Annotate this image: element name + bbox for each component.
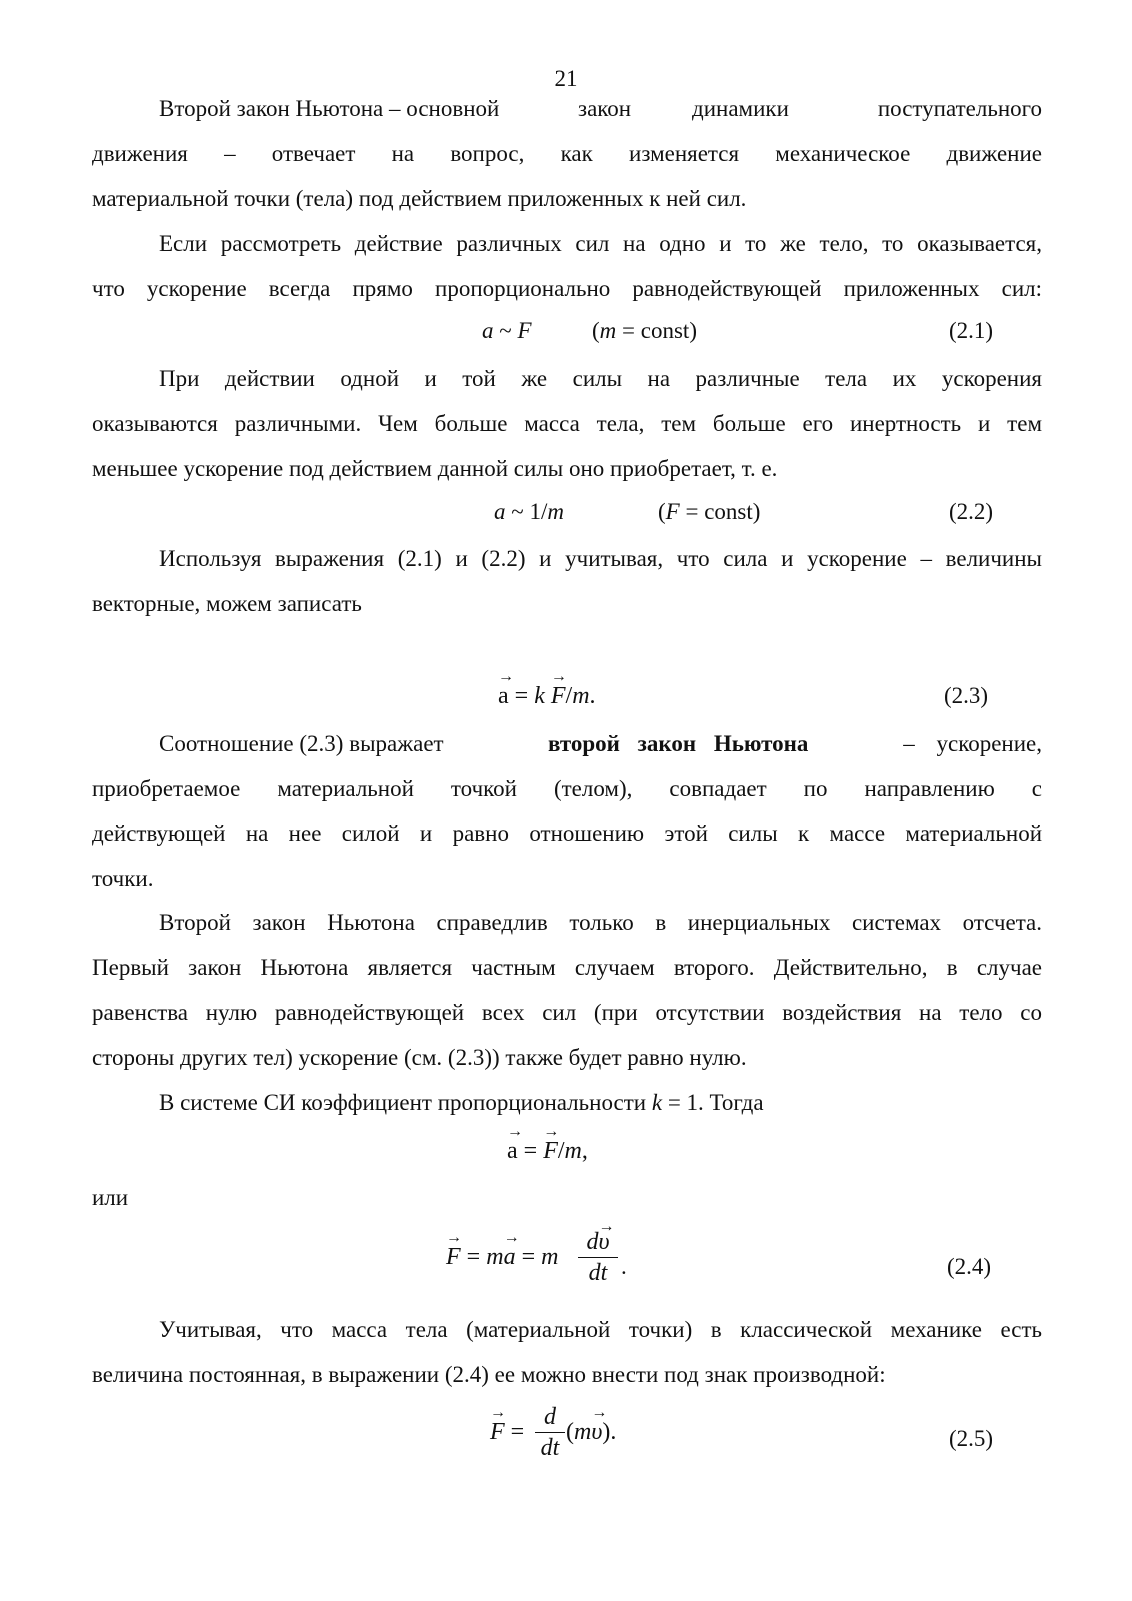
- eq3-eq: =: [508, 683, 535, 709]
- equation-number-2-3: (2.3): [944, 683, 989, 708]
- p6-line1: Второй закон Ньютона справедлив только в инерциальных системах отсчета.: [159, 910, 1042, 935]
- eq5-v-vector: → υ: [591, 1419, 602, 1446]
- eq4-eq2: =: [515, 1244, 542, 1270]
- p4-line2: векторные, можем записать: [92, 591, 362, 616]
- eq4-num-v-vector: → υ: [598, 1230, 609, 1254]
- equ-eq: =: [517, 1138, 544, 1164]
- p2-line1: Если рассмотреть действие различных сил на одно и то же тело, то оказывается,: [159, 231, 1042, 256]
- eq1-F: F: [517, 318, 532, 343]
- eq2-rest: = const): [679, 499, 761, 524]
- equation-2-1-condition: [592, 318, 697, 344]
- paragraph-3: [92, 356, 1042, 491]
- equation-2-2-condition: [658, 499, 760, 525]
- equation-2-2: [494, 499, 564, 525]
- p5-line1-end: – ускорение,: [903, 731, 1042, 756]
- p6-line3: равенства нулю равнодействующей всех сил (при отсутствии воздействия на тело со: [92, 1000, 1042, 1025]
- p8-line2: величина постоянная, в выражении (2.4) ее можно внести под знак производной:: [92, 1362, 886, 1387]
- or-word: или: [92, 1185, 129, 1210]
- p3-line1: При действии одной и той же силы на различные тела их ускорения: [159, 366, 1042, 391]
- p2-line2: что ускорение всегда прямо пропорционально равнодействующей приложенных сил:: [92, 276, 1042, 301]
- equation-number-2-5: (2.5): [949, 1426, 994, 1451]
- eq4-F-vector: → F: [446, 1244, 461, 1271]
- eq3-end: .: [589, 683, 596, 709]
- eq2-a: a: [494, 499, 506, 524]
- eq5-open: (: [566, 1419, 574, 1445]
- eq5-end: .: [610, 1419, 617, 1445]
- eq3-m: m: [572, 683, 590, 709]
- eq4-end: .: [621, 1254, 627, 1279]
- eq1-rest: = const): [616, 318, 697, 343]
- p1-line1-d: поступательного: [877, 96, 1042, 121]
- eq4-den: dt: [588, 1260, 608, 1286]
- eq5-den: dt: [540, 1435, 560, 1461]
- eq2-m: m: [547, 499, 564, 524]
- eq5-fraction: [535, 1405, 565, 1460]
- eq3-a-vector: → a: [498, 683, 509, 710]
- eq4-fraction: [578, 1230, 618, 1285]
- eq5-close: ): [602, 1419, 611, 1445]
- p4-line1: Используя выражения (2.1) и (2.2) и учитывая, что сила и ускорение – величины: [159, 546, 1042, 571]
- paragraph-6: [92, 900, 1042, 1080]
- p7-line: [92, 1080, 1042, 1125]
- eq1-open: (: [592, 318, 600, 343]
- equation-2-4-lhs: [446, 1244, 558, 1271]
- eq4-m2: m: [541, 1244, 559, 1270]
- p1-line1-b: закон: [578, 96, 632, 121]
- eq5-F-vector: → F: [490, 1419, 505, 1446]
- p5-line2: приобретаемое материальной точкой (телом), совпадает по направлению с: [92, 776, 1042, 801]
- p8-line1: Учитывая, что масса тела (материальной точки) в классической механике есть: [159, 1317, 1042, 1342]
- equ-a-vector: → a: [507, 1138, 518, 1165]
- eq1-tilde: ~: [493, 318, 518, 343]
- equation-2-5-rhs: [566, 1419, 616, 1446]
- p5-line4: точки.: [92, 866, 154, 891]
- equation-2-5-lhs: [490, 1419, 524, 1446]
- p5-line1-start: Соотношение (2.3) выражает: [159, 731, 444, 756]
- eq4-a-vector: → a: [504, 1244, 516, 1271]
- p3-line3: меньшее ускорение под действием данной силы оно приобретает, т. е.: [92, 456, 778, 481]
- equation-unnumbered: [507, 1138, 588, 1165]
- equ-slash: /: [557, 1138, 565, 1164]
- paragraph-8: [92, 1307, 1042, 1397]
- page-number: 21: [554, 66, 578, 91]
- p5-line1-bold: второй закон Ньютона: [548, 731, 809, 756]
- eq5-num: d: [535, 1405, 565, 1433]
- equation-number-2-1: (2.1): [949, 318, 994, 343]
- equation-number-2-2: (2.2): [949, 499, 994, 524]
- eq2-F: F: [665, 499, 680, 524]
- eq3-slash: /: [565, 683, 573, 709]
- equ-F-vector: → F: [543, 1138, 558, 1165]
- eq2-mid: ~ 1/: [505, 499, 548, 524]
- eq1-a: a: [482, 318, 494, 343]
- eq4-eq1: =: [460, 1244, 487, 1270]
- p1-line2: движения – отвечает на вопрос, как изменяется механическое движение: [92, 141, 1042, 166]
- paragraph-4: [92, 536, 1042, 626]
- p6-line2: Первый закон Ньютона является частным случаем второго. Действительно, в случае: [92, 955, 1042, 980]
- equation-2-1: [482, 318, 532, 344]
- p7-k: k: [651, 1090, 663, 1115]
- paragraph-2: [92, 221, 1042, 311]
- p6-line4: стороны других тел) ускорение (см. (2.3)) также будет равно нулю.: [92, 1045, 747, 1070]
- eq5-m: m: [574, 1419, 592, 1445]
- eq4-num-d: d: [586, 1229, 599, 1255]
- equ-m: m: [564, 1138, 582, 1164]
- equation-number-2-4: (2.4): [947, 1254, 992, 1279]
- p5-line3: действующей на нее силой и равно отношению этой силы к массе материальной: [92, 821, 1042, 846]
- eq5-eq: =: [504, 1419, 525, 1445]
- eq3-k: k: [534, 683, 545, 709]
- equation-2-3: [498, 683, 596, 710]
- p3-line2: оказываются различными. Чем больше масса тела, тем больше его инертность и тем: [92, 411, 1042, 436]
- eq4-m1: m: [486, 1244, 504, 1270]
- p1-line1-a: Второй закон Ньютона – основной: [159, 96, 500, 121]
- eq1-m: m: [599, 318, 617, 343]
- p1-line3: материальной точки (тела) под действием приложенных к ней сил.: [92, 186, 747, 211]
- equ-end: ,: [581, 1138, 588, 1164]
- eq3-F-vector: → F: [551, 683, 566, 710]
- p7-end: = 1. Тогда: [662, 1090, 764, 1115]
- p1-line1-c: динамики: [692, 96, 789, 121]
- p7-start: В системе СИ коэффициент пропорциональности: [159, 1090, 652, 1115]
- paragraph-7: [92, 1080, 1042, 1125]
- eq2-open: (: [658, 499, 666, 524]
